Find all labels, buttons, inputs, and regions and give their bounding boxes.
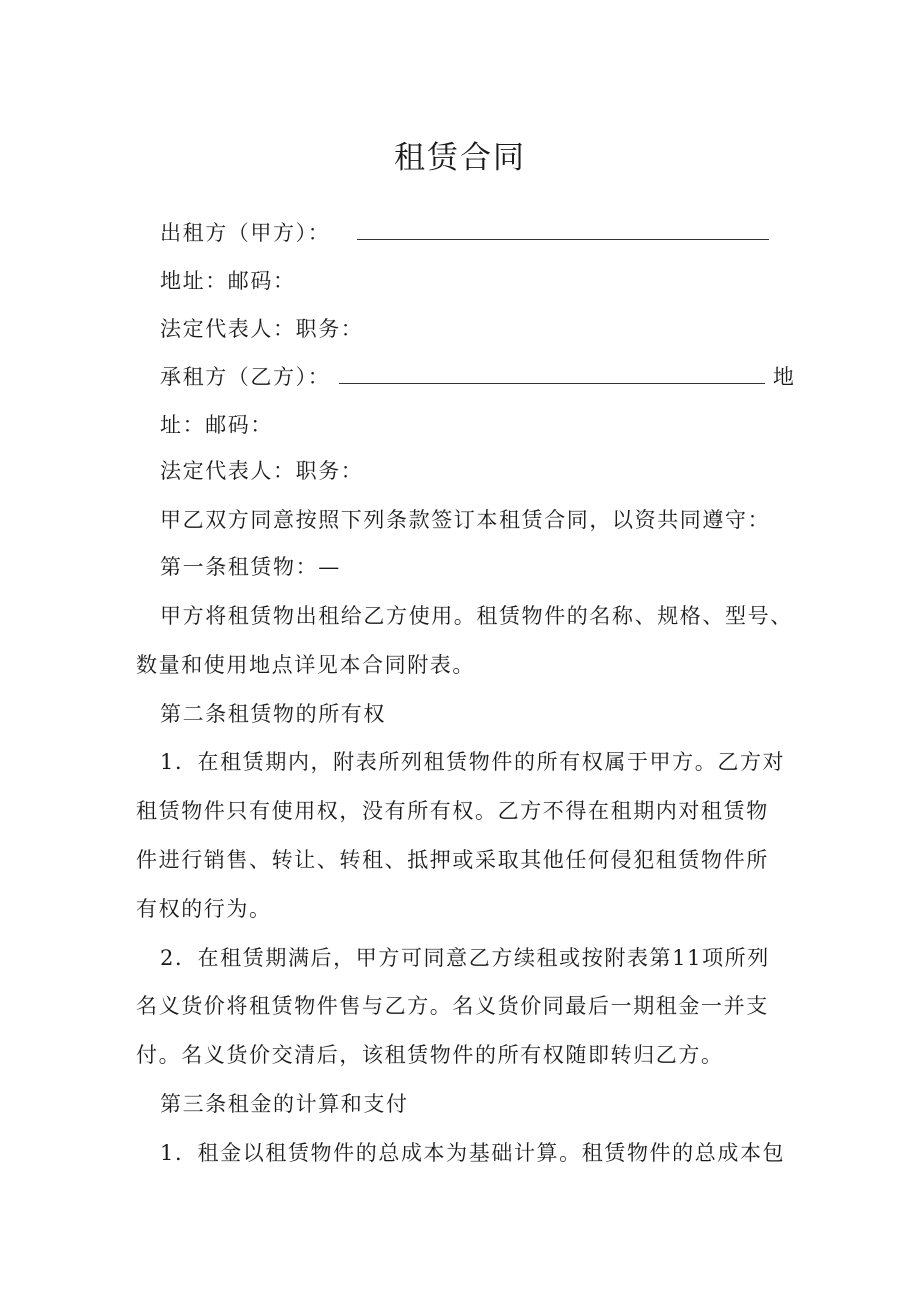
article-1-heading: 第一条租赁物：— [160,555,341,579]
lessee-blank [339,365,765,384]
article-2-clause-1: 租赁物件只有使用权，没有所有权。乙方不得在租期内对租赁物 [136,799,769,823]
article-2-clause-1: 件进行销售、转让、转租、抵押或采取其他任何侵犯租赁物件所 [136,848,769,872]
article-2-clause-2: 名义货价将租赁物件售与乙方。名义货价同最后一期租金一并支 [136,994,769,1018]
lessee-address-start: 地 [772,365,796,389]
lessor-line [160,218,769,248]
agreement-statement: 甲乙双方同意按照下列条款签订本租赁合同，以资共同遵守： [160,508,771,532]
lessor-blank [357,221,769,240]
lessor-representative-line: 法定代表人：职务： [160,317,364,341]
lessor-address-line: 地址：邮码： [160,269,296,293]
lessor-label: 出租方（甲方）： [160,221,331,245]
article-1-text: 甲方将租赁物出租给乙方使用。租赁物件的名称、规格、型号、 [160,604,793,628]
lessee-address-line: 址：邮码： [160,413,273,437]
article-2-clause-2: 付。名义货价交清后，该租赁物件的所有权随即转归乙方。 [136,1043,724,1067]
article-2-clause-1: 1．在租赁期内，附表所列租赁物件的所有权属于甲方。乙方对 [160,750,786,774]
article-2-clause-1: 有权的行为。 [136,897,272,921]
article-3-heading: 第三条租金的计算和支付 [160,1092,409,1116]
lessee-representative-line: 法定代表人：职务： [160,459,364,483]
article-2-heading: 第二条租赁物的所有权 [160,702,386,726]
article-3-clause-1: 1．租金以租赁物件的总成本为基础计算。租赁物件的总成本包 [160,1141,786,1165]
document-title: 租赁合同 [394,140,526,176]
article-1-text: 数量和使用地点详见本合同附表。 [136,653,475,677]
article-2-clause-2: 2．在租赁期满后，甲方可同意乙方续租或按附表第11项所列 [160,946,770,970]
lessee-line [160,362,795,392]
lessee-label: 承租方（乙方）： [160,365,331,389]
